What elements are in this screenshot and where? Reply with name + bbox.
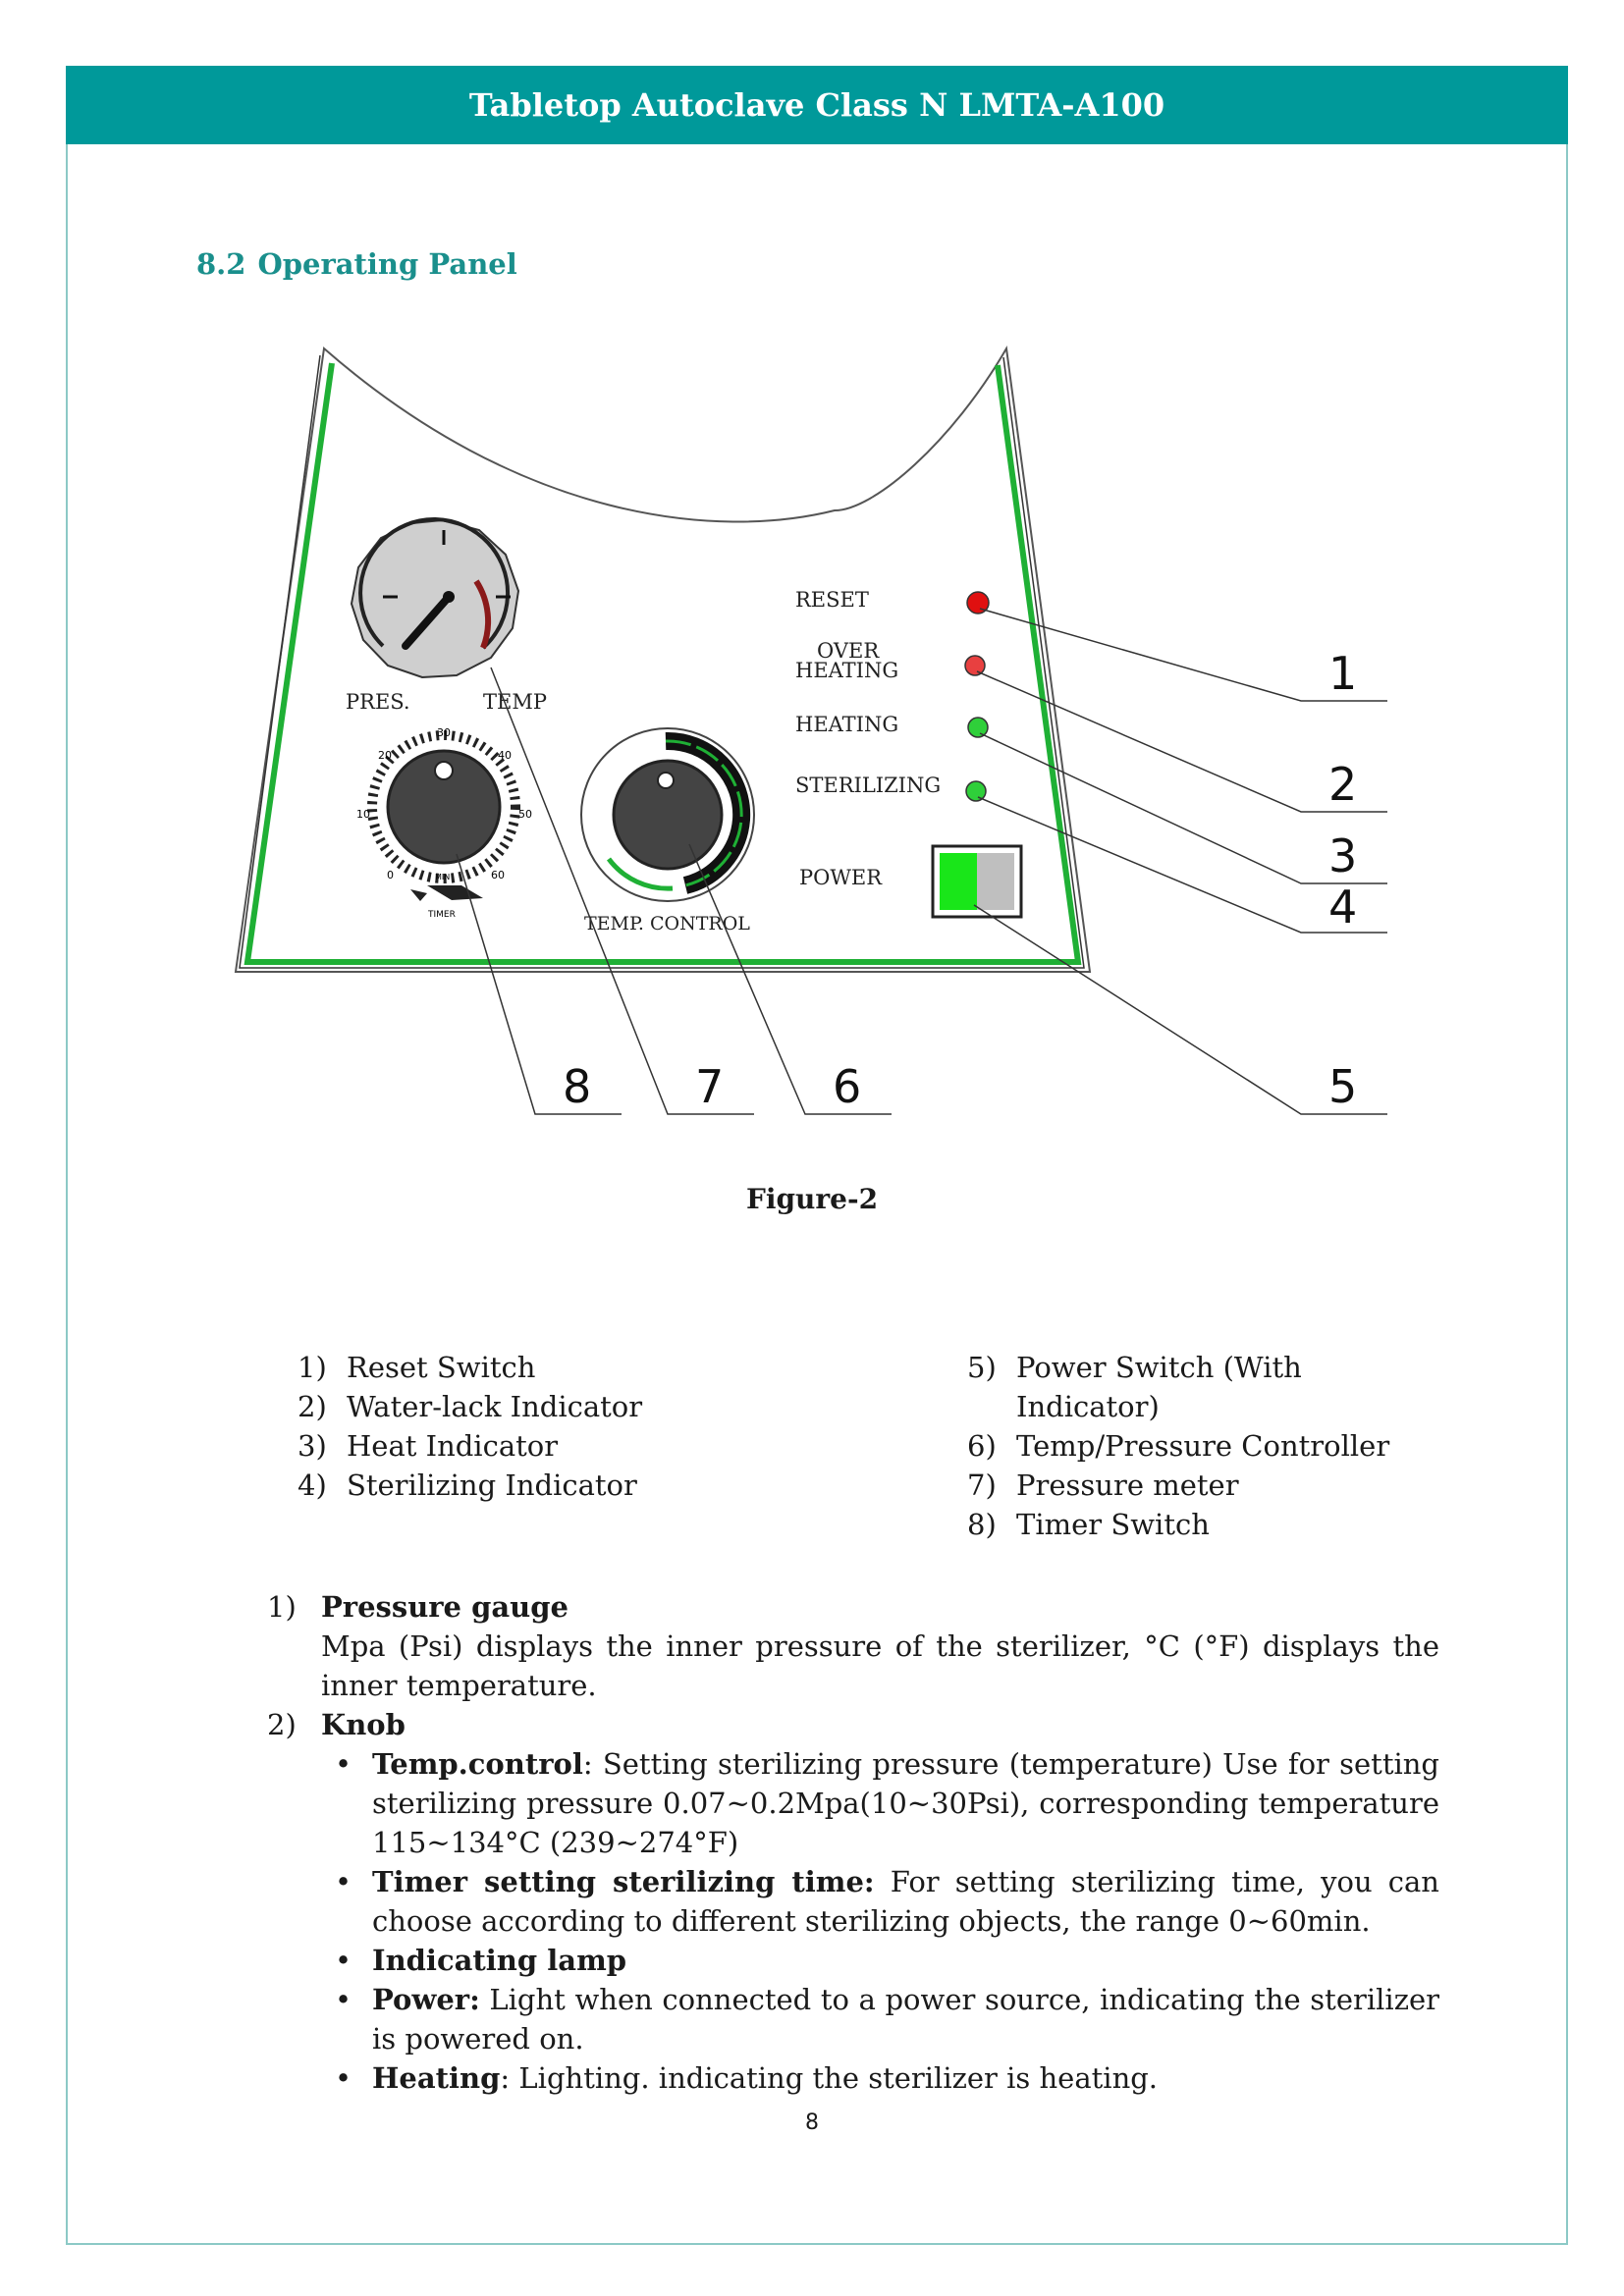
bullet-item: • Timer setting sterilizing time: For setting sterilizing time, you can choose according to different sterilizing objects, the range 0~60min. (335, 1865, 1439, 1938)
legend-item: 7) Pressure meter (967, 1468, 1239, 1502)
timer-tick-20: 20 (378, 749, 392, 762)
callout-4: 4 (1328, 881, 1358, 934)
section-heading (196, 247, 517, 281)
bullet-item: • Power: Light when connected to a power source, indicating the sterilizer is powered on. (335, 1983, 1439, 2056)
legend-item: 6) Temp/Pressure Controller (967, 1429, 1390, 1463)
bullet-item: • Heating: Lighting. indicating the sterilizer is heating. (335, 2061, 1159, 2095)
temp-control-label: TEMP. CONTROL (584, 913, 750, 934)
bullet-item: • Indicating lamp (335, 1944, 627, 1977)
sterilizing-lamp (966, 781, 986, 801)
legend-item: 1) Reset Switch (298, 1351, 536, 1384)
callout-6: 6 (833, 1060, 862, 1113)
description-section (267, 1587, 1439, 2098)
header-title: Tabletop Autoclave Class N LMTA-A100 (468, 86, 1165, 124)
power-label: POWER (799, 866, 883, 889)
figure-caption: Figure-2 (745, 1183, 879, 1215)
timer-tick-30: 30 (437, 726, 451, 739)
legend-item: 3) Heat Indicator (298, 1429, 559, 1463)
desc-item-heading: 1) Pressure gauge (267, 1590, 568, 1624)
callout-3: 3 (1328, 829, 1358, 882)
temp-label: TEMP (483, 690, 547, 714)
pres-label: PRES. (346, 690, 410, 714)
over-heating-label: HEATING (795, 659, 899, 682)
section-title: Operating Panel (257, 247, 517, 281)
page-number: 8 (805, 2110, 819, 2135)
legend-left (298, 1348, 788, 1505)
desc-item-body: Mpa (Psi) displays the inner pressure of the sterilizer, °C (°F) displays the inner temperature. (321, 1629, 1439, 1702)
over-heating-lamp (965, 656, 985, 675)
heating-lamp (968, 718, 988, 737)
legend-item: 8) Timer Switch (967, 1508, 1210, 1541)
callout-8: 8 (563, 1060, 592, 1113)
legend-item: 5) Power Switch (With Indicator) (967, 1351, 1302, 1423)
section-number: 8.2 (196, 247, 246, 281)
callout-5: 5 (1328, 1060, 1358, 1113)
timer-tick-60: 60 (491, 869, 505, 881)
legend-item: 2) Water-lack Indicator (298, 1390, 643, 1423)
temp-control-knob (581, 728, 754, 901)
timer-tick-10: 10 (356, 808, 370, 821)
knob-bullet-list (321, 1744, 1439, 2098)
bullet-item: • Temp.control: Setting sterilizing pressure (temperature) Use for setting sterilizing pressure 0.07~0.2Mpa(10~30Psi), corresponding temperature 115~134°C (239~274°F) (335, 1747, 1439, 1859)
reset-label: RESET (795, 588, 869, 612)
operating-panel-figure (226, 334, 1404, 1139)
legend-item: 4) Sterilizing Indicator (298, 1468, 637, 1502)
desc-item-heading: 2) Knob (267, 1708, 406, 1741)
callout-1: 1 (1328, 647, 1358, 700)
timer-tick-40: 40 (498, 749, 512, 762)
timer-min-label: MIN (435, 873, 451, 881)
pressure-gauge (352, 519, 518, 677)
timer-tick-0: 0 (387, 869, 394, 881)
sterilizing-label: STERILIZING (795, 774, 942, 797)
heating-label: HEATING (795, 713, 899, 736)
header-banner (66, 66, 1568, 144)
over-label: OVER (817, 639, 880, 663)
callout-2: 2 (1328, 758, 1358, 811)
timer-tick-50: 50 (518, 808, 532, 821)
timer-label: TIMER (428, 910, 456, 920)
callout-7: 7 (695, 1060, 725, 1113)
legend-right (967, 1348, 1438, 1544)
